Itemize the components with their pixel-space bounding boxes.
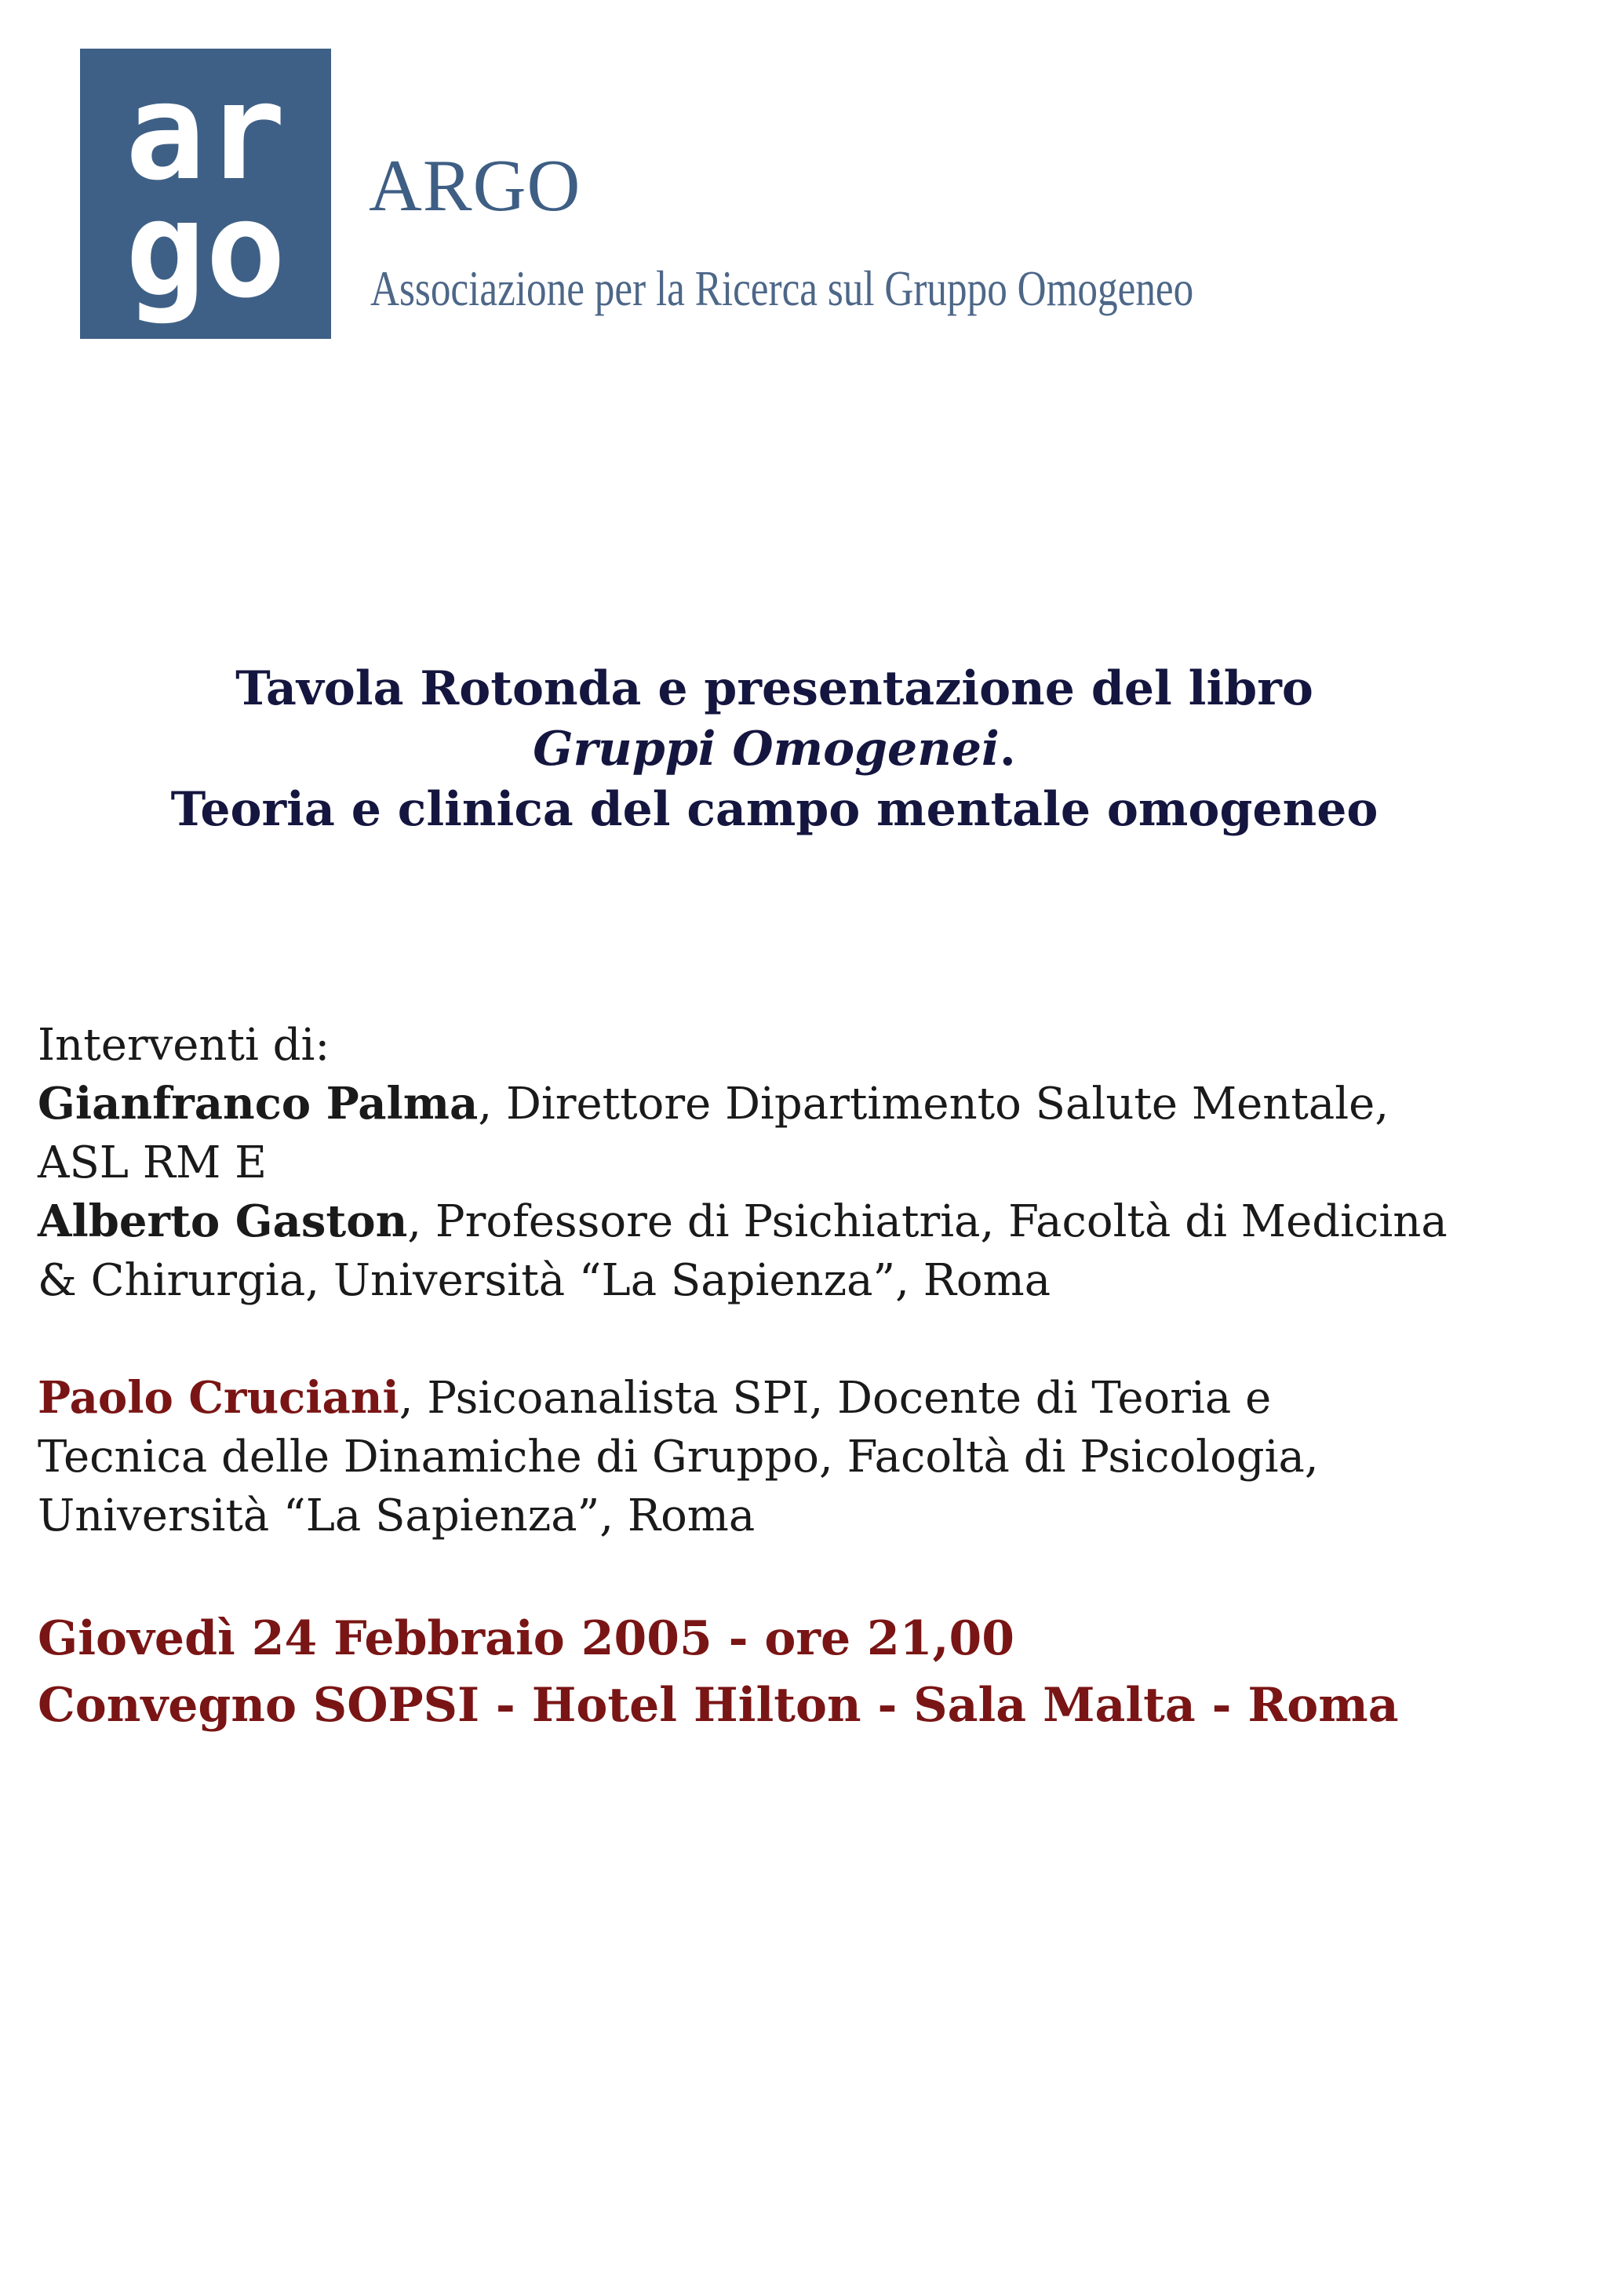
speaker-name: Alberto Gaston	[38, 1195, 408, 1247]
org-full-name: Associazione per la Ricerca sul Gruppo Omogeneo	[370, 260, 1194, 316]
book-title-suffix: .	[999, 722, 1016, 777]
speaker-gaston	[38, 1192, 1575, 1310]
speaker-name: Gianfranco Palma	[38, 1078, 479, 1130]
speaker-role: , Direttore Dipartimento Salute Mentale,	[478, 1079, 1389, 1130]
spacer	[38, 1310, 1575, 1369]
logo-letters-top: ar	[125, 55, 286, 210]
speaker-role-continued: & Chirurgia, Università “La Sapienza”, Roma	[38, 1255, 1051, 1306]
speaker-palma	[38, 1075, 1575, 1192]
speaker-role-continued: Università “La Sapienza”, Roma	[38, 1490, 756, 1541]
speaker-role: , Psicoanalista SPI, Docente di Teoria e	[399, 1373, 1272, 1424]
event-title	[0, 659, 1549, 840]
book-title: Gruppi Omogenei	[533, 722, 1000, 777]
logo-letters-bottom: go	[125, 173, 286, 328]
speaker-role-continued: Tecnica delle Dinamiche di Gruppo, Facoltà di Psicologia,	[38, 1432, 1319, 1483]
argo-logo-mark	[80, 49, 331, 339]
event-details	[38, 1606, 1399, 1739]
argo-logo	[80, 49, 331, 339]
speakers-section	[38, 1016, 1575, 1545]
speaker-cruciani	[38, 1369, 1575, 1545]
event-venue: Convegno SOPSI - Hotel Hilton - Sala Malta - Roma	[38, 1678, 1399, 1733]
speaker-role-continued: ASL RM E	[38, 1137, 267, 1188]
speakers-intro: Interventi di:	[38, 1020, 330, 1071]
speaker-role: , Professore di Psichiatria, Facoltà di Medicina	[407, 1196, 1448, 1247]
book-title-line	[0, 719, 1549, 780]
title-line-3: Teoria e clinica del campo mentale omogeneo	[170, 782, 1378, 837]
org-name: ARGO	[369, 145, 581, 227]
event-date: Giovedì 24 Febbraio 2005 - ore 21,00	[38, 1611, 1014, 1666]
speaker-name-highlighted: Paolo Cruciani	[38, 1372, 399, 1424]
title-line-1: Tavola Rotonda e presentazione del libro	[235, 661, 1313, 716]
